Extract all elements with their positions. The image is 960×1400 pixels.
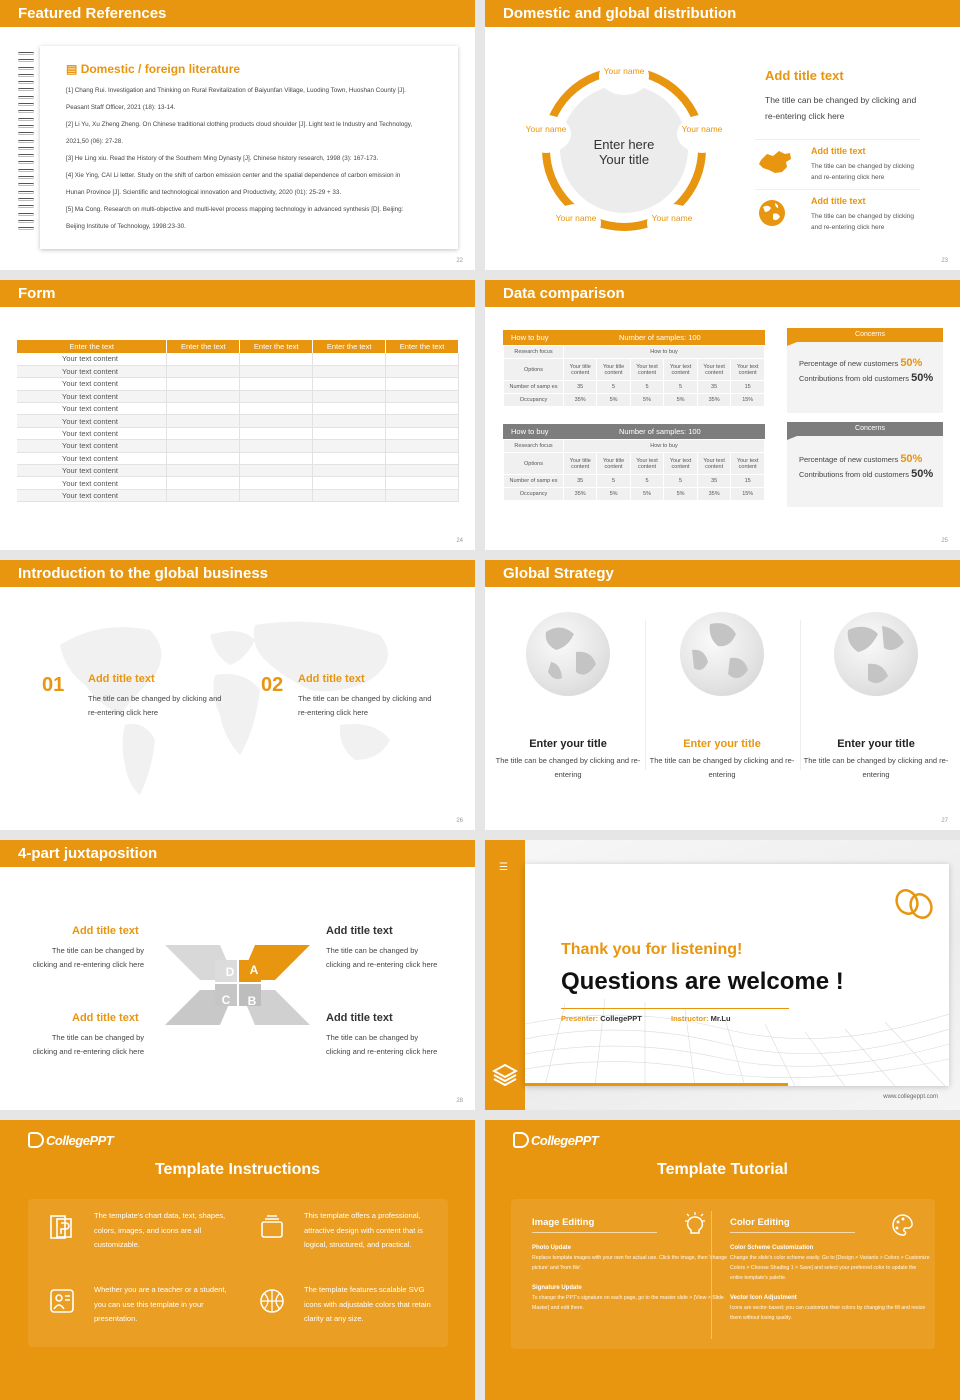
item-title: Add title text	[72, 925, 139, 937]
table-cell[interactable]	[386, 415, 459, 427]
questions-text: Questions are welcome !	[561, 968, 844, 995]
bottom-accent	[525, 1083, 788, 1086]
page-number: 26	[456, 818, 463, 824]
item-desc: The title can be changed by clicking and re-entering click here	[298, 694, 432, 717]
form-table	[17, 340, 459, 502]
strategy-column: Enter your title The title can be changed by clicking and re-entering	[493, 612, 643, 782]
table-cell[interactable]	[313, 477, 386, 489]
slide-header: Domestic and global distribution	[485, 0, 960, 27]
slide-header: Form	[0, 280, 475, 307]
table-cell[interactable]: Your text content	[17, 403, 167, 415]
table-cell[interactable]: Your text content	[17, 378, 167, 390]
globe-icon	[757, 198, 787, 235]
item-desc: The title can be changed by clicking and re-entering click here	[32, 1033, 144, 1056]
cycle-node: Your name	[599, 57, 649, 95]
table-cell[interactable]	[240, 440, 313, 452]
table-cell[interactable]	[167, 403, 240, 415]
slide-header: 4-part juxtaposition	[0, 840, 475, 867]
table-cell[interactable]	[386, 378, 459, 390]
college-ppt-logo: CollegePPT	[28, 1132, 113, 1148]
table-row	[17, 489, 459, 501]
table-cell[interactable]	[386, 440, 459, 452]
table-cell[interactable]	[240, 353, 313, 365]
table-cell[interactable]	[240, 477, 313, 489]
table-cell[interactable]	[313, 365, 386, 377]
table-cell[interactable]	[167, 465, 240, 477]
table-cell[interactable]: Your text content	[17, 427, 167, 439]
table-cell[interactable]	[313, 465, 386, 477]
strategy-column: Enter your title The title can be changed by clicking and re-entering	[801, 612, 951, 782]
cycle-center: Enter here Your title	[560, 85, 688, 213]
color-editing-column: Color Editing Color Scheme Customization Change the slide's color scheme easily. Go to [Design > Variants > Colors > Customize Colors > Choose Shading 1 > Save] and select your preferred color to update the entire template's palette. Vector Icon Adjustment Icons are vector-based; you can customize their colors by changing the fill and resize them without losing quality.	[730, 1217, 930, 1323]
reference-line: [5] Ma Cong. Research on multi-objective and multi-level process mapping technology in advanced synthesis [D]. Beijing:	[66, 206, 404, 213]
presenter-info: Presenter: CollegePPT	[561, 1014, 642, 1023]
table-cell[interactable]	[240, 489, 313, 501]
cycle-node: Your name	[677, 115, 727, 153]
item-number: 02	[261, 674, 284, 696]
item-desc: The title can be changed by clicking and re-entering click here	[326, 946, 438, 969]
item-number: 01	[42, 674, 65, 696]
tutorial-panel	[511, 1199, 935, 1349]
table-cell[interactable]	[313, 489, 386, 501]
slide-distribution[interactable]	[485, 0, 960, 270]
reference-line: 2021,50 (06): 27-28.	[66, 138, 124, 145]
column-header: Enter the text	[240, 340, 313, 353]
table-cell[interactable]	[240, 365, 313, 377]
table-cell[interactable]	[313, 390, 386, 402]
table-row	[17, 427, 459, 439]
table-cell[interactable]	[167, 353, 240, 365]
teacher-icon	[48, 1287, 76, 1315]
table-cell[interactable]	[313, 440, 386, 452]
slide-references[interactable]	[0, 0, 475, 270]
reference-line: Hunan Province [J]. Scientific and technological innovation and Productivity, 2020 (01): 25-29 + 33.	[66, 189, 342, 196]
column-header: Enter the text	[167, 340, 240, 353]
table-cell[interactable]	[313, 415, 386, 427]
table-row	[17, 452, 459, 464]
table-cell[interactable]	[167, 365, 240, 377]
table-cell[interactable]: Your text content	[17, 365, 167, 377]
reference-line: Beijing Institute of Technology, 1998:23-30.	[66, 223, 186, 230]
table-cell[interactable]	[240, 403, 313, 415]
table-row	[17, 477, 459, 489]
letter-c: C	[221, 993, 231, 1007]
column-header: Enter the text	[17, 340, 167, 353]
page-number: 24	[456, 538, 463, 544]
table-row	[17, 390, 459, 402]
table-cell[interactable]	[240, 378, 313, 390]
table-row	[17, 465, 459, 477]
page-number: 25	[941, 538, 948, 544]
reference-line: Peasant Staff Officer, 2021 (18): 13-14.	[66, 104, 176, 111]
table-cell[interactable]	[240, 427, 313, 439]
menu-icon: ☰	[499, 862, 508, 873]
item-title: Add title text	[326, 925, 393, 937]
table-cell[interactable]: Your text content	[17, 353, 167, 365]
table-row	[17, 353, 459, 365]
wireframe-background	[525, 984, 949, 1086]
references-title: ▤ Domestic / foreign literature	[66, 62, 241, 76]
reference-line: [2] Li Yu, Xu Zheng Zheng. On Chinese traditional clothing products cloud shoulder [J]. Light text le Industry and Technology,	[66, 121, 413, 128]
instruction-cell: This template offers a professional, attractive design with content that is logical, structured, and practical.	[238, 1199, 438, 1261]
strategy-column: Enter your title The title can be changed by clicking and re-entering	[647, 612, 797, 782]
table-cell[interactable]	[386, 353, 459, 365]
slide-thank-you[interactable]	[485, 840, 960, 1110]
page-number: 28	[456, 1098, 463, 1104]
concerns-box: Concerns Percentage of new customers 50% Contributions from old customers 50%	[787, 328, 943, 413]
box-icon	[258, 1213, 286, 1241]
book-icon: ▤	[66, 62, 78, 76]
cycle-node: Your name	[551, 204, 601, 242]
comparison-table: How to buy Number of samples: 100 Research focus How to buy Options Your title content Your title content Your text content Your text content Your text content Your text content Number of samp es 35 5 5 5 35 15 Occupancy 35% 5% 5% 5% 35% 15%	[503, 424, 765, 501]
letter-b: B	[247, 994, 257, 1008]
reference-line: [1] Chang Rui. Investigation and Thinking on Rural Revitalization of Baiyunfan Village, Luoding Town, Huoshan County [J].	[66, 87, 406, 94]
slide-global-business[interactable]	[0, 560, 475, 830]
reference-card	[40, 46, 458, 249]
page-number: 23	[941, 258, 948, 264]
instruction-cell: Whether you are a teacher or a student, you can use this template in your presentation.	[28, 1273, 228, 1335]
table-cell[interactable]	[313, 403, 386, 415]
table-cell[interactable]: Your text content	[17, 477, 167, 489]
table-cell[interactable]	[167, 440, 240, 452]
item-desc: The title can be changed by clicking and re-entering click here	[88, 694, 222, 717]
item-title: Add title text	[326, 1012, 393, 1024]
letter-d: D	[225, 965, 235, 979]
layers-icon	[492, 1062, 518, 1086]
college-ppt-logo: CollegePPT	[513, 1132, 598, 1148]
reference-list	[66, 82, 446, 235]
table-cell[interactable]	[167, 390, 240, 402]
table-cell[interactable]	[167, 477, 240, 489]
table-cell[interactable]	[386, 452, 459, 464]
instruction-cell: The template's chart data, text, shapes, colors, images, and icons are all customizable.	[28, 1199, 228, 1261]
globe-icon	[834, 612, 918, 696]
item-title: Add title text	[298, 673, 365, 685]
notebook-rings	[18, 52, 38, 234]
table-row	[17, 415, 459, 427]
globe-icon	[680, 612, 764, 696]
table-cell[interactable]	[313, 427, 386, 439]
table-cell[interactable]: Your text content	[17, 452, 167, 464]
table-cell[interactable]	[386, 489, 459, 501]
cycle-node: Your name	[521, 115, 571, 153]
side-bar	[485, 840, 525, 1110]
letter-a: A	[249, 963, 259, 977]
table-row	[17, 365, 459, 377]
table-cell[interactable]	[167, 489, 240, 501]
file-icon	[48, 1213, 76, 1241]
column-header: Enter the text	[313, 340, 386, 353]
lightbulb-icon	[682, 1211, 708, 1239]
concerns-box: Concerns Percentage of new customers 50% Contributions from old customers 50%	[787, 422, 943, 507]
item-title: Add title text	[88, 673, 155, 685]
cycle-node: Your name	[647, 204, 697, 242]
comparison-table: How to buy Number of samples: 100 Research focus How to buy Options Your title content Your title content Your text content Your text content Your text content Your text content Number of samp es 35 5 5 5 35 15 Occupancy 35% 5% 5% 5% 35% 15%	[503, 330, 765, 407]
table-cell[interactable]: Your text content	[17, 415, 167, 427]
slide-form[interactable]	[0, 280, 475, 550]
website-url[interactable]: www.collegeppt.com	[883, 1094, 938, 1100]
reference-line: [3] He Ling xiu. Read the History of the Southern Ming Dynasty [J]. Chinese history research, 1998 (3): 167-173.	[66, 155, 379, 162]
table-cell[interactable]	[386, 390, 459, 402]
table-cell[interactable]	[240, 465, 313, 477]
item-desc: The title can be changed by clicking and re-entering click here	[326, 1033, 438, 1056]
table-cell[interactable]: Your text content	[17, 390, 167, 402]
slide-juxtaposition[interactable]	[0, 840, 475, 1110]
table-cell[interactable]	[386, 365, 459, 377]
instruction-cell: The template features scalable SVG icons with adjustable colors that retain clarity at any size.	[238, 1273, 438, 1335]
ball-icon	[258, 1287, 286, 1315]
table-cell[interactable]	[240, 390, 313, 402]
table-cell[interactable]	[240, 452, 313, 464]
palette-icon	[890, 1213, 916, 1237]
cycle-diagram	[525, 37, 723, 242]
slide-data-comparison[interactable]	[485, 280, 960, 550]
item-title: Add title text	[72, 1012, 139, 1024]
table-cell[interactable]: Your text content	[17, 489, 167, 501]
four-arrow-diagram	[160, 940, 315, 1030]
table-cell[interactable]	[167, 452, 240, 464]
slide-title: Template Tutorial	[657, 1161, 788, 1178]
slide-global-strategy[interactable]	[485, 560, 960, 830]
table-cell[interactable]	[313, 353, 386, 365]
table-cell[interactable]	[386, 403, 459, 415]
table-cell[interactable]	[386, 465, 459, 477]
page-number: 22	[456, 258, 463, 264]
globe-icon	[526, 612, 610, 696]
slide-header: Introduction to the global business	[0, 560, 475, 587]
table-row	[17, 403, 459, 415]
image-editing-column: Image Editing Photo Update Replace template images with your own for actual use. Click the image, then 'change picture' and 'from file'. Signature Update To change the PPT's signature on each page, go to the master slide > [View > Slide Master] and edit there.	[532, 1217, 732, 1313]
distribution-row: Add title text The title can be changed by clicking and re-entering click here	[755, 189, 920, 237]
item-desc: The title can be changed by clicking and re-entering click here	[32, 946, 144, 969]
table-cell[interactable]: Your text content	[17, 465, 167, 477]
reference-line: [4] Xie Ying, CAI Li letter. Study on the shift of carbon emission center and the spatial dependence of carbon emission in	[66, 172, 401, 179]
table-cell[interactable]	[167, 427, 240, 439]
page-number: 27	[941, 818, 948, 824]
chain-logo-icon	[891, 884, 939, 924]
table-cell[interactable]	[313, 452, 386, 464]
table-cell[interactable]: Your text content	[17, 440, 167, 452]
thank-you-card	[525, 864, 949, 1086]
table-cell[interactable]	[167, 378, 240, 390]
instructions-panel	[28, 1199, 448, 1347]
slide-header: Featured References	[0, 0, 475, 27]
slide-instructions[interactable]	[0, 1120, 475, 1400]
table-cell[interactable]	[313, 378, 386, 390]
table-cell[interactable]	[386, 477, 459, 489]
thanks-text: Thank you for listening!	[561, 941, 743, 958]
table-cell[interactable]	[386, 427, 459, 439]
column-header: Enter the text	[386, 340, 459, 353]
slide-header: Data comparison	[485, 280, 960, 307]
slide-header: Global Strategy	[485, 560, 960, 587]
distribution-desc: The title can be changed by clicking and re-entering click here	[765, 95, 917, 121]
distribution-row: Add title text The title can be changed by clicking and re-entering click here	[755, 139, 920, 187]
table-cell[interactable]	[167, 415, 240, 427]
slide-tutorial[interactable]	[485, 1120, 960, 1400]
table-row	[17, 440, 459, 452]
instructor-info: Instructor: Mr.Lu	[671, 1014, 731, 1023]
table-row	[17, 378, 459, 390]
distribution-title: Add title text	[765, 68, 844, 83]
slide-title: Template Instructions	[154, 1161, 321, 1178]
china-map-icon	[757, 148, 793, 185]
divider	[561, 1008, 789, 1009]
table-cell[interactable]	[240, 415, 313, 427]
